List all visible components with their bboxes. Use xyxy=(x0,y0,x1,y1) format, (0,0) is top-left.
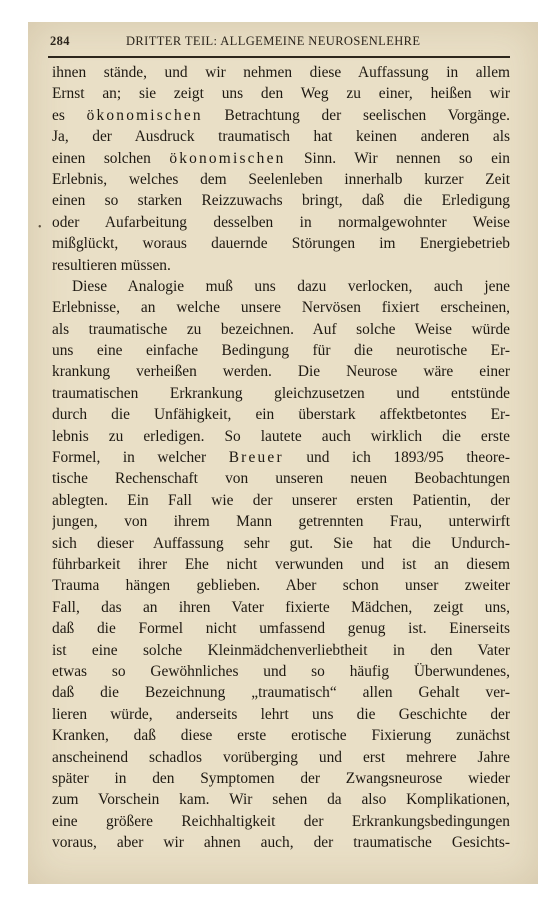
text-line: Ja, der Ausdruck traumatisch hat keinen anderen als xyxy=(52,128,510,146)
text-line: als traumatische zu bezeichnen. Auf solche Weise würde xyxy=(52,320,510,338)
margin-mark: • xyxy=(38,222,42,233)
emphasized-word: Breuer xyxy=(228,449,284,467)
text-line: sich dieser Auffassung sehr gut. Sie hat die Undurch- xyxy=(52,534,510,552)
text-line: Formel, in welcher Breuer und ich 1893/95 theore- xyxy=(52,449,510,467)
text-line: tische Rechenschaft von unseren neuen Beobachtungen xyxy=(52,470,510,488)
text-line: später in den Symptomen der Zwangsneurose wieder xyxy=(52,769,510,787)
text-line: krankung verheißen werden. Die Neurose wäre einer xyxy=(52,363,510,381)
text-line: einen so starken Reizzuwachs bringt, daß die Erledigung xyxy=(52,192,510,210)
text-line: Erlebnis, welches dem Seelenleben innerhalb kurzer Zeit xyxy=(52,170,510,188)
text-line: jungen, von ihrem Mann getrennten Frau, unterwirft xyxy=(52,513,510,531)
page-header xyxy=(28,32,538,52)
running-title: DRITTER TEIL: ALLGEMEINE NEUROSENLEHRE xyxy=(126,34,421,48)
text-line: daß die Formel nicht umfassend genug ist. Einerseits xyxy=(52,620,510,638)
text-line: Kranken, daß diese erste erotische Fixierung zunächst xyxy=(52,727,510,745)
text-line: eine größere Reichhaltigkeit der Erkrankungsbedingungen xyxy=(52,812,510,830)
text-line: zum Vorschein kam. Wir sehen da also Komplikationen, xyxy=(52,791,510,809)
text-line: einen solchen ökonomischen Sinn. Wir nennen so ein xyxy=(52,149,510,167)
text-line: uns eine einfache Bedingung für die neurotische Er- xyxy=(52,342,510,360)
emphasized-word: ökonomischen xyxy=(169,149,286,167)
text-line: daß die Bezeichnung „traumatisch“ allen Gehalt ver- xyxy=(52,684,510,702)
text-line: lieren würde, anderseits lehrt uns die Geschichte der xyxy=(52,705,510,723)
body-text xyxy=(52,62,510,853)
text-line: mißglückt, woraus dauernde Störungen im Energiebetrieb xyxy=(52,235,510,253)
text-line: etwas so Gewöhnliches und so häufig Überwundenes, xyxy=(52,662,510,680)
text-line: Trauma hängen geblieben. Aber schon unser zweiter xyxy=(52,577,510,595)
text-line: ist eine solche Kleinmädchenverliebtheit in den Vater xyxy=(52,641,510,659)
text-line: Ernst an; sie zeigt uns den Weg zu einer, heißen wir xyxy=(52,85,510,103)
header-rule xyxy=(48,56,510,58)
text-line: resultieren müssen. xyxy=(52,256,171,274)
text-line: ihnen stände, und wir nehmen diese Auffassung in allem xyxy=(52,64,510,81)
text-line: Fall, das an ihren Vater fixierte Mädchen, zeigt uns, xyxy=(52,598,510,616)
page-number: 284 xyxy=(50,34,70,48)
emphasized-word: ökonomischen xyxy=(86,106,203,124)
text-line: oder Aufarbeitung desselben in normalgewohnter Weise xyxy=(52,213,510,231)
text-line: lebnis zu erledigen. So lautete auch wirklich die erste xyxy=(52,427,510,445)
book-page xyxy=(28,22,538,884)
text-line: es ökonomischen Betrachtung der seelischen Vorgänge. xyxy=(52,106,510,124)
text-line: anscheinend schadlos vorüberging und erst mehrere Jahre xyxy=(52,748,510,766)
text-line: führbarkeit ihrer Ehe nicht verwunden und ist an diesem xyxy=(52,555,510,573)
text-line: Diese Analogie muß uns dazu verlocken, auch jene xyxy=(72,277,510,295)
text-line: durch die Unfähigkeit, ein überstark affektbetontes Er- xyxy=(52,406,510,424)
text-line: ablegten. Ein Fall wie der unserer ersten Patientin, der xyxy=(52,491,510,509)
text-line: voraus, aber wir ahnen auch, der traumatische Gesichts- xyxy=(52,834,510,852)
text-line: Erlebnisse, an welche unsere Nervösen fixiert erscheinen, xyxy=(52,299,510,317)
text-line: traumatischen Erkrankung gleichzusetzen und entstünde xyxy=(52,384,510,402)
